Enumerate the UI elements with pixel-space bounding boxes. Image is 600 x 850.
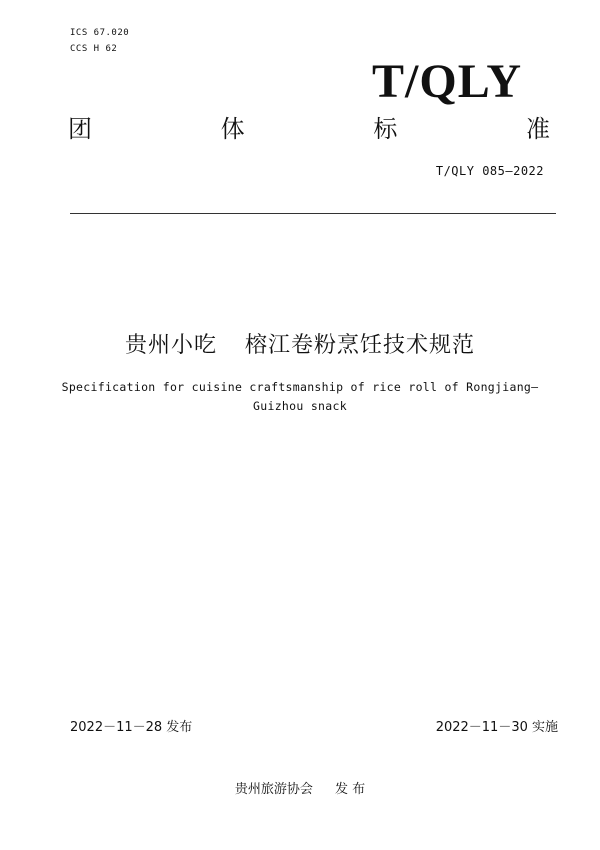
implement-date: 2022－11－30 实施 [435,720,558,735]
issuer-action: 发 布 [334,782,366,797]
ics-code: ICS 67.020 [70,28,130,38]
chinese-title-main: 榕江卷粉烹饪技术规范 [245,333,476,358]
publish-date: 2022－11－28 发布 [70,720,193,735]
chinese-title-prefix: 贵州小吃 [124,333,217,358]
issuer-name: 贵州旅游协会 [234,782,313,797]
standard-type-char: 团 [68,115,92,143]
organization-code-logo: T/QLY [372,55,522,108]
chinese-title [0,328,600,359]
standard-type-char: 准 [525,115,550,143]
english-title: Specification for cuisine craftsmanship of rice roll of Rongjiang—Guizhou snack [61,380,539,413]
standard-number: T/QLY 085—2022 [435,164,544,178]
header-divider [70,213,556,214]
ccs-code: CCS H 62 [70,44,118,54]
standard-type-char: 体 [220,115,245,143]
standard-type [68,117,550,141]
issuer [0,778,600,797]
standard-type-char: 标 [373,115,398,143]
